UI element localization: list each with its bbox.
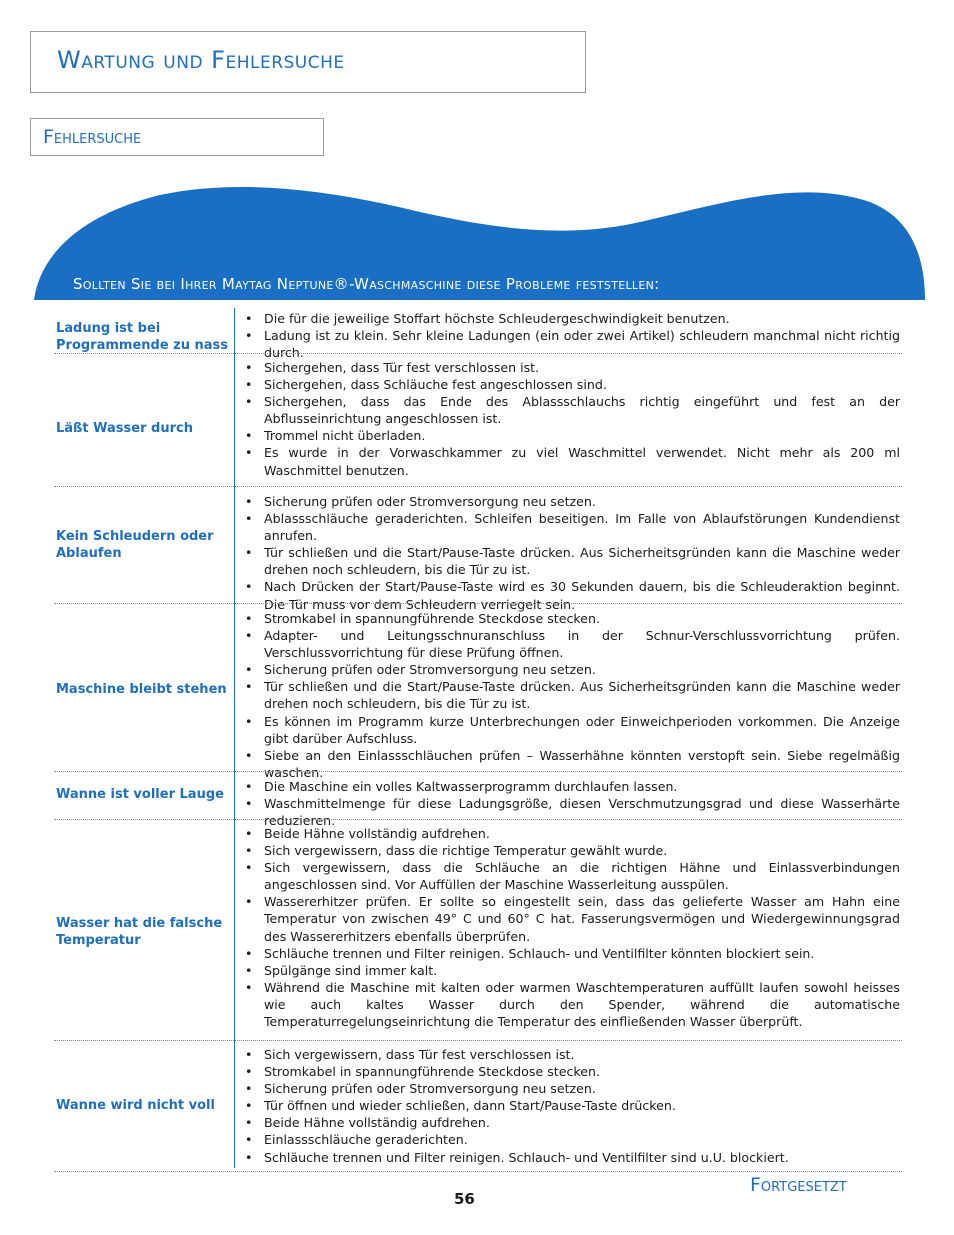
list-item: • Sich vergewissern, dass die richtige Temperatur gewählt wurde. xyxy=(244,842,900,859)
list-item: • Schläuche trennen und Filter reinigen. Schlauch- und Ventilfilter könnten blockiert sein. xyxy=(244,945,900,962)
page-title: Wartung und Fehlersuche xyxy=(57,46,345,74)
list-item: • Wassererhitzer prüfen. Er sollte so eingestellt sein, dass das gelieferte Wasser am Hahn eine Temperatur von zwischen 49° C und 60° C hat. Fasserungsvermögen und Wiedergewinnungsgrad des Wassererhitzers ebenfalls überprüfen. xyxy=(244,893,900,944)
list-item: • Stromkabel in spannungführende Steckdose stecken. xyxy=(244,1063,900,1080)
list-item: • Es wurde in der Vorwaschkammer zu viel Waschmittel verwendet. Nicht mehr als 200 ml Waschmittel benutzen. xyxy=(244,444,900,478)
problem-label: Wanne wird nicht voll xyxy=(56,1098,215,1113)
problem-label: Maschine bleibt stehen xyxy=(56,682,227,697)
list-item: • Die für die jeweilige Stoffart höchste Schleudergeschwindigkeit benutzen. xyxy=(244,310,900,327)
solution-list xyxy=(244,359,900,479)
table-row xyxy=(54,776,902,829)
list-item: • Tür schließen und die Start/Pause-Taste drücken. Aus Sicherheitsgründen kann die Maschine weder drehen noch schleudern, bis die Tür zu ist. xyxy=(244,544,900,578)
row-separator xyxy=(54,1171,902,1172)
page-number: 56 xyxy=(454,1190,475,1208)
row-separator xyxy=(54,771,902,772)
list-item: • Sicherung prüfen oder Stromversorgung neu setzen. xyxy=(244,661,900,678)
row-separator xyxy=(54,1040,902,1041)
problem-label: Kein Schleudern oder Ablaufen xyxy=(56,529,214,561)
table-row xyxy=(54,608,902,780)
list-item: • Sichergehen, dass Schläuche fest angeschlossen sind. xyxy=(244,376,900,393)
table-row xyxy=(54,491,902,612)
banner-heading: Sollten Sie bei Ihrer Maytag Neptune®-Waschmaschine diese Probleme feststellen: xyxy=(73,275,660,293)
list-item: • Nach Drücken der Start/Pause-Taste wird es 30 Sekunden dauern, bis die Schleuderaktion beginnt. Die Tür muss vor dem Schleudern verriegelt sein. xyxy=(244,578,900,612)
list-item: • Während die Maschine mit kalten oder warmen Waschtemperaturen auffüllt laufen sowohl heisses wie auch kaltes Wasser durch den Spender, während die automatische Temperaturregelungseinrichtung die Temperatur des einfließenden Wasser überprüft. xyxy=(244,979,900,1030)
problem-label: Ladung ist bei Programmende zu nass xyxy=(56,321,229,353)
solution-list xyxy=(244,825,900,1030)
list-item: • Ablassschläuche geraderichten. Schleifen beseitigen. Im Falle von Ablaufstörungen Kundendienst anrufen. xyxy=(244,510,900,544)
list-item: • Trommel nicht überladen. xyxy=(244,427,900,444)
solution-list xyxy=(244,610,900,781)
solution-list xyxy=(244,493,900,613)
list-item: • Tür öffnen und wieder schließen, dann Start/Pause-Taste drücken. xyxy=(244,1097,900,1114)
list-item: • Ladung ist zu klein. Sehr kleine Ladungen (ein oder zwei Artikel) schleudern manchmal nicht richtig durch. xyxy=(244,327,900,361)
problem-label: Wasser hat die falsche Temperatur xyxy=(56,916,223,948)
table-row xyxy=(54,357,902,487)
list-item: • Tür schließen und die Start/Pause-Taste drücken. Aus Sicherheitsgründen kann die Maschine weder drehen noch schleudern, bis die Tür zu ist. xyxy=(244,678,900,712)
table-row xyxy=(54,1044,902,1172)
solution-list xyxy=(244,778,900,829)
row-separator xyxy=(54,603,902,604)
continued-label: Fortgesetzt xyxy=(750,1174,847,1196)
row-separator xyxy=(54,819,902,820)
list-item: • Es können im Programm kurze Unterbrechungen oder Einweichperioden vorkommen. Die Anzeige gibt darüber Aufschluss. xyxy=(244,713,900,747)
section-title-box xyxy=(30,118,324,156)
page-title-box xyxy=(30,31,586,93)
table-row xyxy=(54,823,902,1041)
row-separator xyxy=(54,353,902,354)
list-item: • Sicherung prüfen oder Stromversorgung neu setzen. xyxy=(244,1080,900,1097)
list-item: • Beide Hähne vollständig aufdrehen. xyxy=(244,1114,900,1131)
problem-label: Läßt Wasser durch xyxy=(56,421,193,436)
list-item: • Sichergehen, dass Tür fest verschlossen ist. xyxy=(244,359,900,376)
section-title: Fehlersuche xyxy=(43,126,142,148)
list-item: • Adapter- und Leitungsschnuranschluss in der Schnur-Verschlussvorrichtung prüfen. Verschlussvorrichtung für diese Prüfung öffnen. xyxy=(244,627,900,661)
list-item: • Waschmittelmenge für diese Ladungsgröße, diesen Verschmutzungsgrad und diese Wasserhärte reduzieren. xyxy=(244,795,900,829)
table-row xyxy=(54,308,902,361)
list-item: • Einlassschläuche geraderichten. xyxy=(244,1131,900,1148)
list-item: • Sich vergewissern, dass Tür fest verschlossen ist. xyxy=(244,1046,900,1063)
row-separator xyxy=(54,486,902,487)
list-item: • Beide Hähne vollständig aufdrehen. xyxy=(244,825,900,842)
list-item: • Sichergehen, dass das Ende des Ablassschlauchs richtig eingeführt und fest an der Abflusseinrichtung angeschlossen ist. xyxy=(244,393,900,427)
solution-list xyxy=(244,1046,900,1166)
list-item: • Stromkabel in spannungführende Steckdose stecken. xyxy=(244,610,900,627)
problem-label: Wanne ist voller Lauge xyxy=(56,787,224,802)
list-item: • Sicherung prüfen oder Stromversorgung neu setzen. xyxy=(244,493,900,510)
list-item: • Die Maschine ein volles Kaltwasserprogramm durchlaufen lassen. xyxy=(244,778,900,795)
list-item: • Schläuche trennen und Filter reinigen. Schlauch- und Ventilfilter sind u.U. blockiert. xyxy=(244,1149,900,1166)
list-item: • Sich vergewissern, dass die Schläuche an die richtigen Hähne und Einlassverbindungen angeschlossen sind. Vor Auffüllen der Maschine Wasserleitung ausspülen. xyxy=(244,859,900,893)
list-item: • Spülgänge sind immer kalt. xyxy=(244,962,900,979)
list-item: • Siebe an den Einlassschläuchen prüfen – Wasserhähne könnten verstopft sein. Siebe regelmäßig waschen. xyxy=(244,747,900,781)
